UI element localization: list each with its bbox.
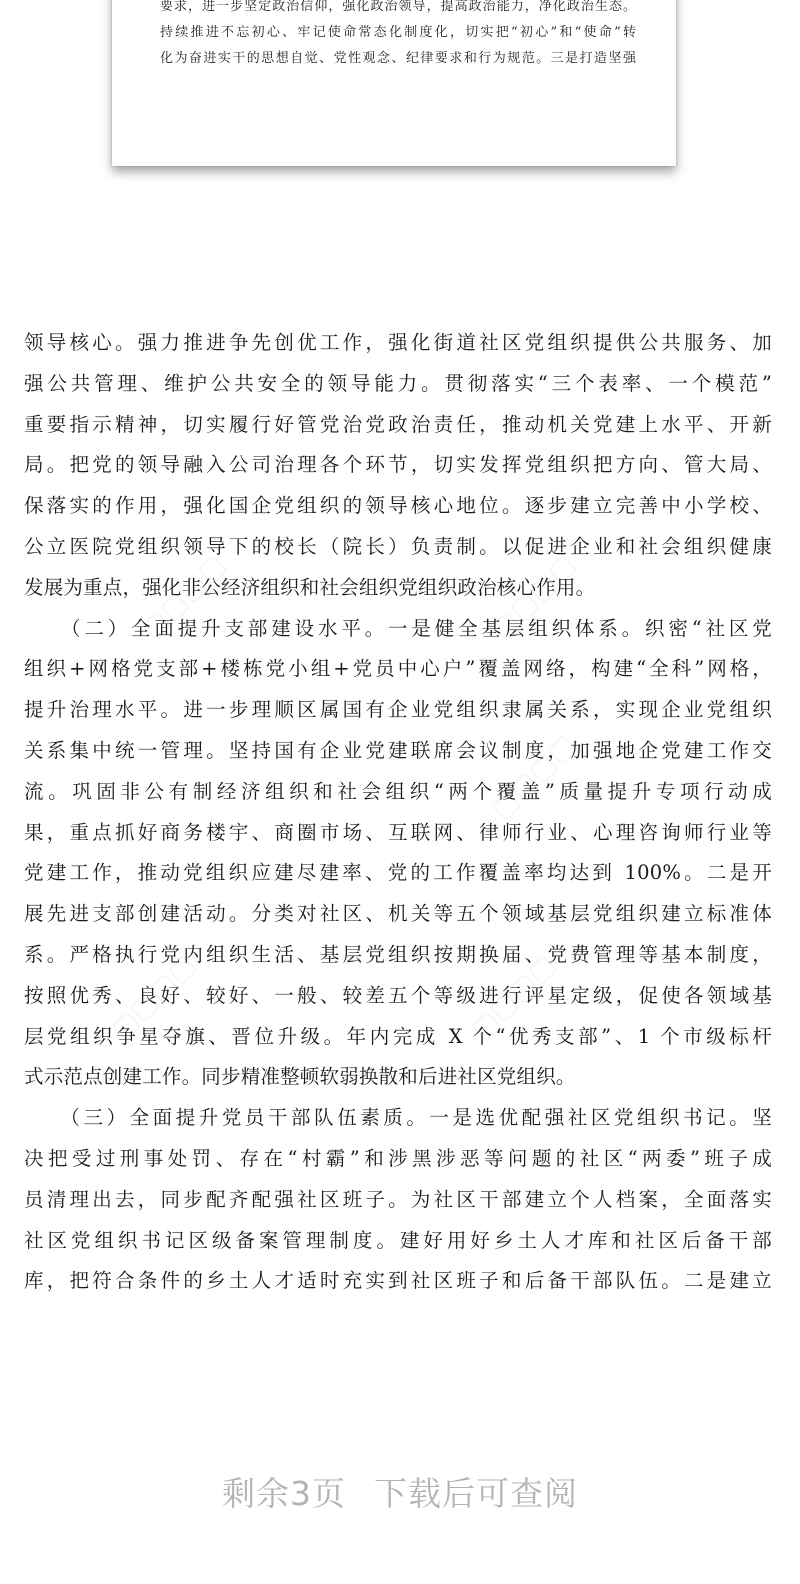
watermark-decoration: ▢▢▢▢	[463, 947, 562, 1046]
text-line: 式示范点创建工作。同步精准整顿软弱换散和后进社区党组织。	[24, 1065, 576, 1089]
text-line: （二）全面提升支部建设水平。一是健全基层组织体系。织密“社区党	[24, 616, 772, 640]
text-line: 按照优秀、良好、较好、一般、较差五个等级进行评星定级，促使各领域基	[24, 983, 772, 1007]
preview-line: 要求，进一步坚定政治信仰，强化政治领导，提高政治能力，净化政治生态。	[160, 0, 636, 14]
paragraph-cadre-quality	[24, 1098, 772, 1302]
watermark-decoration: ▢▢▢▢	[483, 727, 582, 826]
preview-line: 化为奋进实干的思想自觉、党性观念、纪律要求和行为规范。三是打造坚强	[160, 51, 636, 66]
paragraph-branch-construction	[24, 609, 772, 1099]
text-line: 领导核心。强力推进争先创优工作，强化街道社区党组织提供公共服务、加	[24, 331, 772, 354]
text-line: 局。把党的领导融入公司治理各个环节，切实发挥党组织把方向、管大局、	[24, 453, 772, 477]
preview-line: 持续推进不忘初心、牢记使命常态化制度化，切实把“初心”和“使命”转	[160, 25, 636, 40]
paragraph-leadership-core	[24, 323, 772, 609]
text-line: 提升治理水平。进一步理顺区属国有企业党组织隶属关系，实现企业党组织	[24, 698, 772, 722]
download-prompt[interactable]	[0, 1468, 800, 1515]
preview-page-card	[112, 0, 676, 166]
text-line: 系。严格执行党内组织生活、基层党组织按期换届、党费管理等基本制度，	[24, 942, 772, 966]
text-line: 公立医院党组织领导下的校长（院长）负责制。以促进企业和社会组织健康	[24, 534, 772, 558]
text-line: 组织+网格党支部+楼栋党小组+党员中心户”覆盖网络，构建“全科”网格，	[24, 657, 772, 681]
text-line: 展先进支部创建活动。分类对社区、机关等五个领域基层党组织建立标准体	[24, 902, 772, 926]
text-line: 重要指示精神，切实履行好管党治党政治责任，推动机关党建上水平、开新	[24, 412, 772, 436]
text-line: 关系集中统一管理。坚持国有企业党建联席会议制度，加强地企党建工作交	[24, 738, 772, 762]
download-to-view-label: 下载后可查阅	[374, 1474, 578, 1513]
text-line: 果，重点抓好商务楼宇、商圈市场、互联网、律师行业、心理咨询师行业等	[24, 820, 772, 844]
text-line: 流。巩固非公有制经济组织和社会组织“两个覆盖”质量提升专项行动成	[24, 779, 772, 803]
watermark-decoration: ▢▢▢▢	[103, 947, 202, 1046]
remaining-pages-label: 剩余3页	[222, 1474, 346, 1513]
text-line: 社区党组织书记区级备案管理制度。建好用好乡土人才库和社区后备干部	[24, 1228, 772, 1252]
text-line: 决把受过刑事处罚、存在“村霸”和涉黑涉恶等问题的社区“两委”班子成	[24, 1146, 772, 1170]
text-line: 层党组织争星夺旗、晋位升级。年内完成 X 个“优秀支部”、1 个市级标杆	[24, 1024, 772, 1048]
text-line: 员清理出去，同步配齐配强社区班子。为社区干部建立个人档案，全面落实	[24, 1187, 772, 1211]
text-line: 强公共管理、维护公共安全的领导能力。贯彻落实“三个表率、一个模范”	[24, 371, 772, 395]
watermark-decoration: ▢▢▢▢	[133, 547, 232, 646]
text-line: 发展为重点，强化非公经济组织和社会组织党组织政治核心作用。	[24, 575, 596, 599]
text-line: 库，把符合条件的乡土人才适时充实到社区班子和后备干部队伍。二是建立	[24, 1269, 772, 1293]
document-body	[24, 323, 772, 1302]
text-line: （三）全面提升党员干部队伍素质。一是选优配强社区党组织书记。坚	[24, 1106, 772, 1130]
text-line: 保落实的作用，强化国企党组织的领导核心地位。逐步建立完善中小学校、	[24, 494, 772, 518]
preview-text	[160, 0, 636, 72]
watermark-decoration: ▢▢▢▢	[483, 547, 582, 646]
text-line: 党建工作，推动党组织应建尽建率、党的工作覆盖率均达到 100%。二是开	[24, 861, 772, 885]
